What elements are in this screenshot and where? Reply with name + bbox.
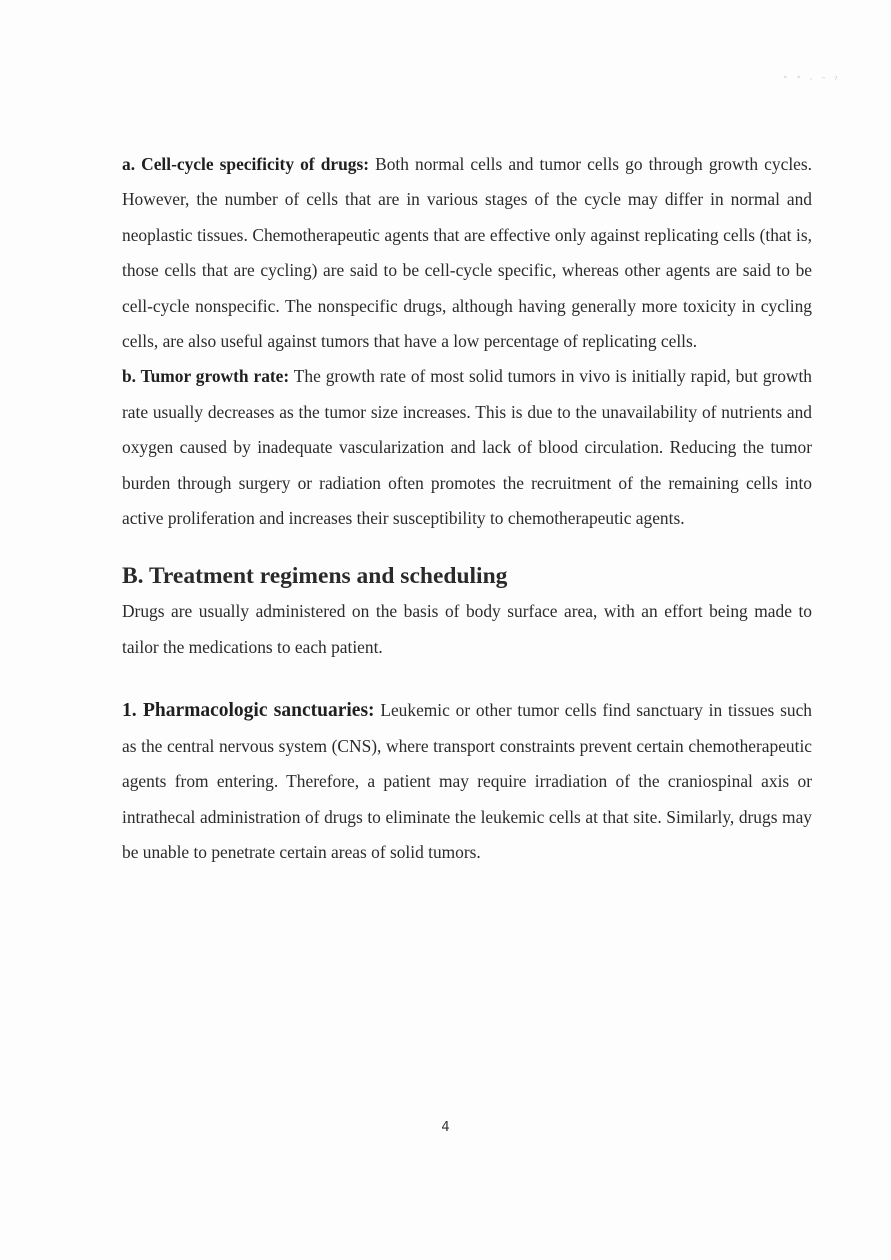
paragraph-treatment-intro: Drugs are usually administered on the basis of body surface area, with an effort being made to tailor the medications to each patient.	[122, 601, 812, 657]
scan-artifact-mark: ˄ ˄ ˑ ᵔ ˀ	[783, 76, 841, 86]
paragraph-label-cell-cycle-specificity: a. Cell-cycle specificity of drugs:	[122, 154, 370, 174]
paragraph-cell-cycle-specificity	[122, 147, 812, 359]
section-heading-treatment-regimens: B. Treatment regimens and scheduling	[122, 563, 508, 590]
paragraph-label-tumor-growth-rate: b. Tumor growth rate:	[122, 366, 290, 387]
paragraph-tumor-growth-rate	[122, 359, 812, 536]
page-number: 4	[441, 1120, 450, 1135]
paragraph-label-pharmacologic-sanctuaries: 1. Pharmacologic sanctuaries:	[122, 700, 375, 722]
paragraph-text-cell-cycle-specificity: Both normal cells and tumor cells go through growth cycles. However, the number of cells that are in various stages of the cycle may differ in normal and neoplastic tissues. Chemotherapeutic agents that are effective only against replicating cells (that is, those cells that are cycling) are said to be cell-cycle specific, whereas other agents are said to be cell-cycle nonspecific. The nonspecific drugs, although having generally more toxicity in cycling cells, are also useful against tumors that have a low percentage of replicating cells.	[122, 154, 812, 352]
paragraph-text-pharmacologic-sanctuaries: Leukemic or other tumor cells find sanctuary in tissues such as the central nervous system (CNS), where transport constraints prevent certain chemotherapeutic agents from entering. Therefore, a patient may require irradiation of the craniospinal axis or intrathecal administration of drugs to eliminate the leukemic cells at that site. Similarly, drugs may be unable to penetrate certain areas of solid tumors.	[122, 700, 812, 862]
page-content	[122, 147, 812, 870]
paragraph-text-tumor-growth-rate: The growth rate of most solid tumors in vivo is initially rapid, but growth rate usually decreases as the tumor size increases. This is due to the unavailability of nutrients and oxygen caused by inadequate vascularization and lack of blood circulation. Reducing the tumor burden through surgery or radiation often promotes the recruitment of the remaining cells into active proliferation and increases their susceptibility to chemotherapeutic agents.	[122, 366, 812, 529]
paragraph-pharmacologic-sanctuaries	[122, 693, 812, 870]
